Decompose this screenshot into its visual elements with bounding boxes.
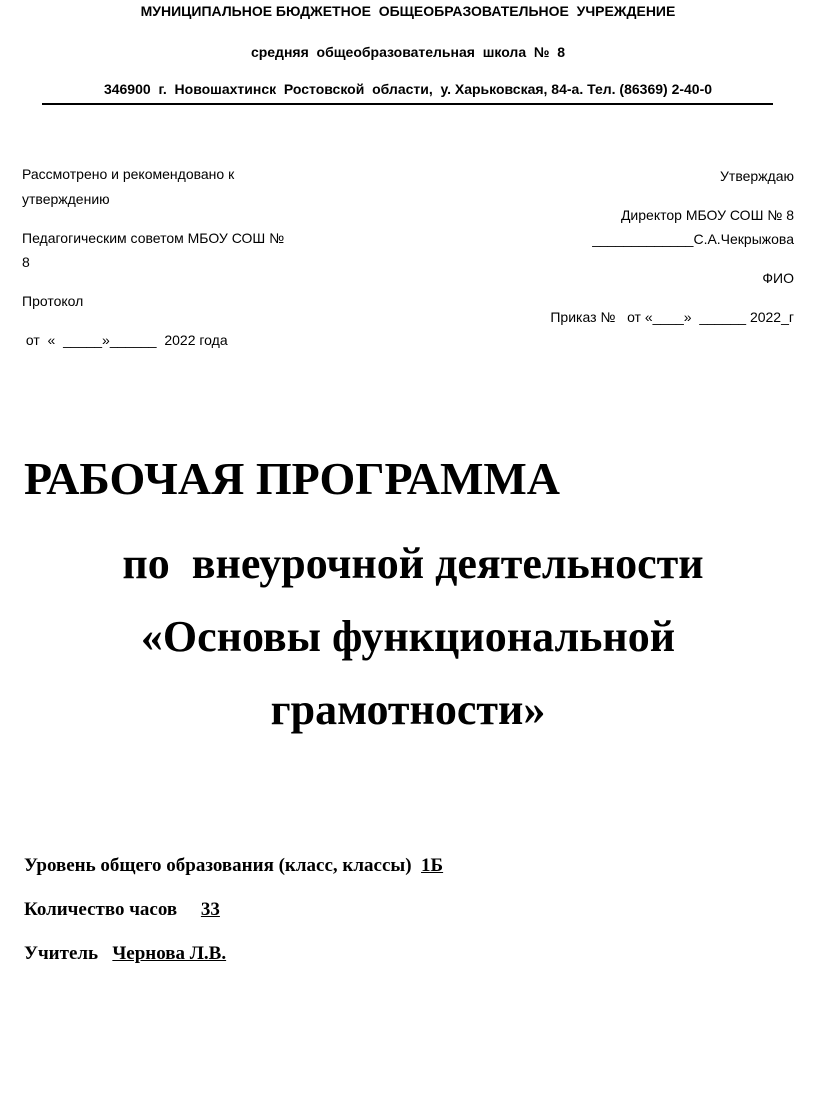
- hours-row: [24, 899, 220, 921]
- education-level-row: [24, 855, 443, 877]
- teacher-label: Учитель: [24, 943, 99, 964]
- document-title: РАБОЧАЯ ПРОГРАММА: [24, 453, 561, 504]
- protocol-label: Протокол: [22, 293, 84, 309]
- pedagogical-council-number: 8: [22, 254, 30, 270]
- protocol-date: от « _____»______ 2022 года: [22, 332, 228, 348]
- approve-label: Утверждаю: [720, 168, 794, 184]
- school-name-header: МУНИЦИПАЛЬНОЕ БЮДЖЕТНОЕ ОБЩЕОБРАЗОВАТЕЛЬНОЕ УЧРЕЖДЕНИЕ: [140, 3, 676, 19]
- school-type-header: средняя общеобразовательная школа № 8: [250, 44, 566, 60]
- education-level-label: Уровень общего образования (класс, классы): [24, 855, 412, 876]
- reviewed-label: Рассмотрено и рекомендовано к: [22, 166, 235, 182]
- document-subtitle-line1: по внеурочной деятельности: [122, 539, 704, 588]
- pedagogical-council-label: Педагогическим советом МБОУ СОШ №: [22, 230, 285, 246]
- education-level-value: 1Б: [421, 855, 444, 876]
- reviewed-label-cont: утверждению: [22, 191, 110, 207]
- order-line: Приказ № от «____» ______ 2022_г: [550, 309, 794, 325]
- fio-label: ФИО: [762, 270, 794, 286]
- hours-label: Количество часов: [24, 899, 178, 920]
- document-subtitle-line3: грамотности»: [270, 685, 546, 734]
- document-subtitle-line2: «Основы функциональной: [140, 612, 676, 661]
- header-divider: [42, 103, 773, 105]
- teacher-value: Чернова Л.В.: [112, 943, 227, 964]
- school-address-header: 346900 г. Новошахтинск Ростовской области, у. Харьковская, 84-а. Тел. (86369) 2-40-0: [103, 81, 713, 97]
- director-title: Директор МБОУ СОШ № 8: [620, 207, 794, 223]
- teacher-row: [24, 943, 226, 965]
- hours-value: 33: [200, 899, 220, 920]
- director-signature-line: _____________С.А.Чекрыжова: [592, 231, 794, 247]
